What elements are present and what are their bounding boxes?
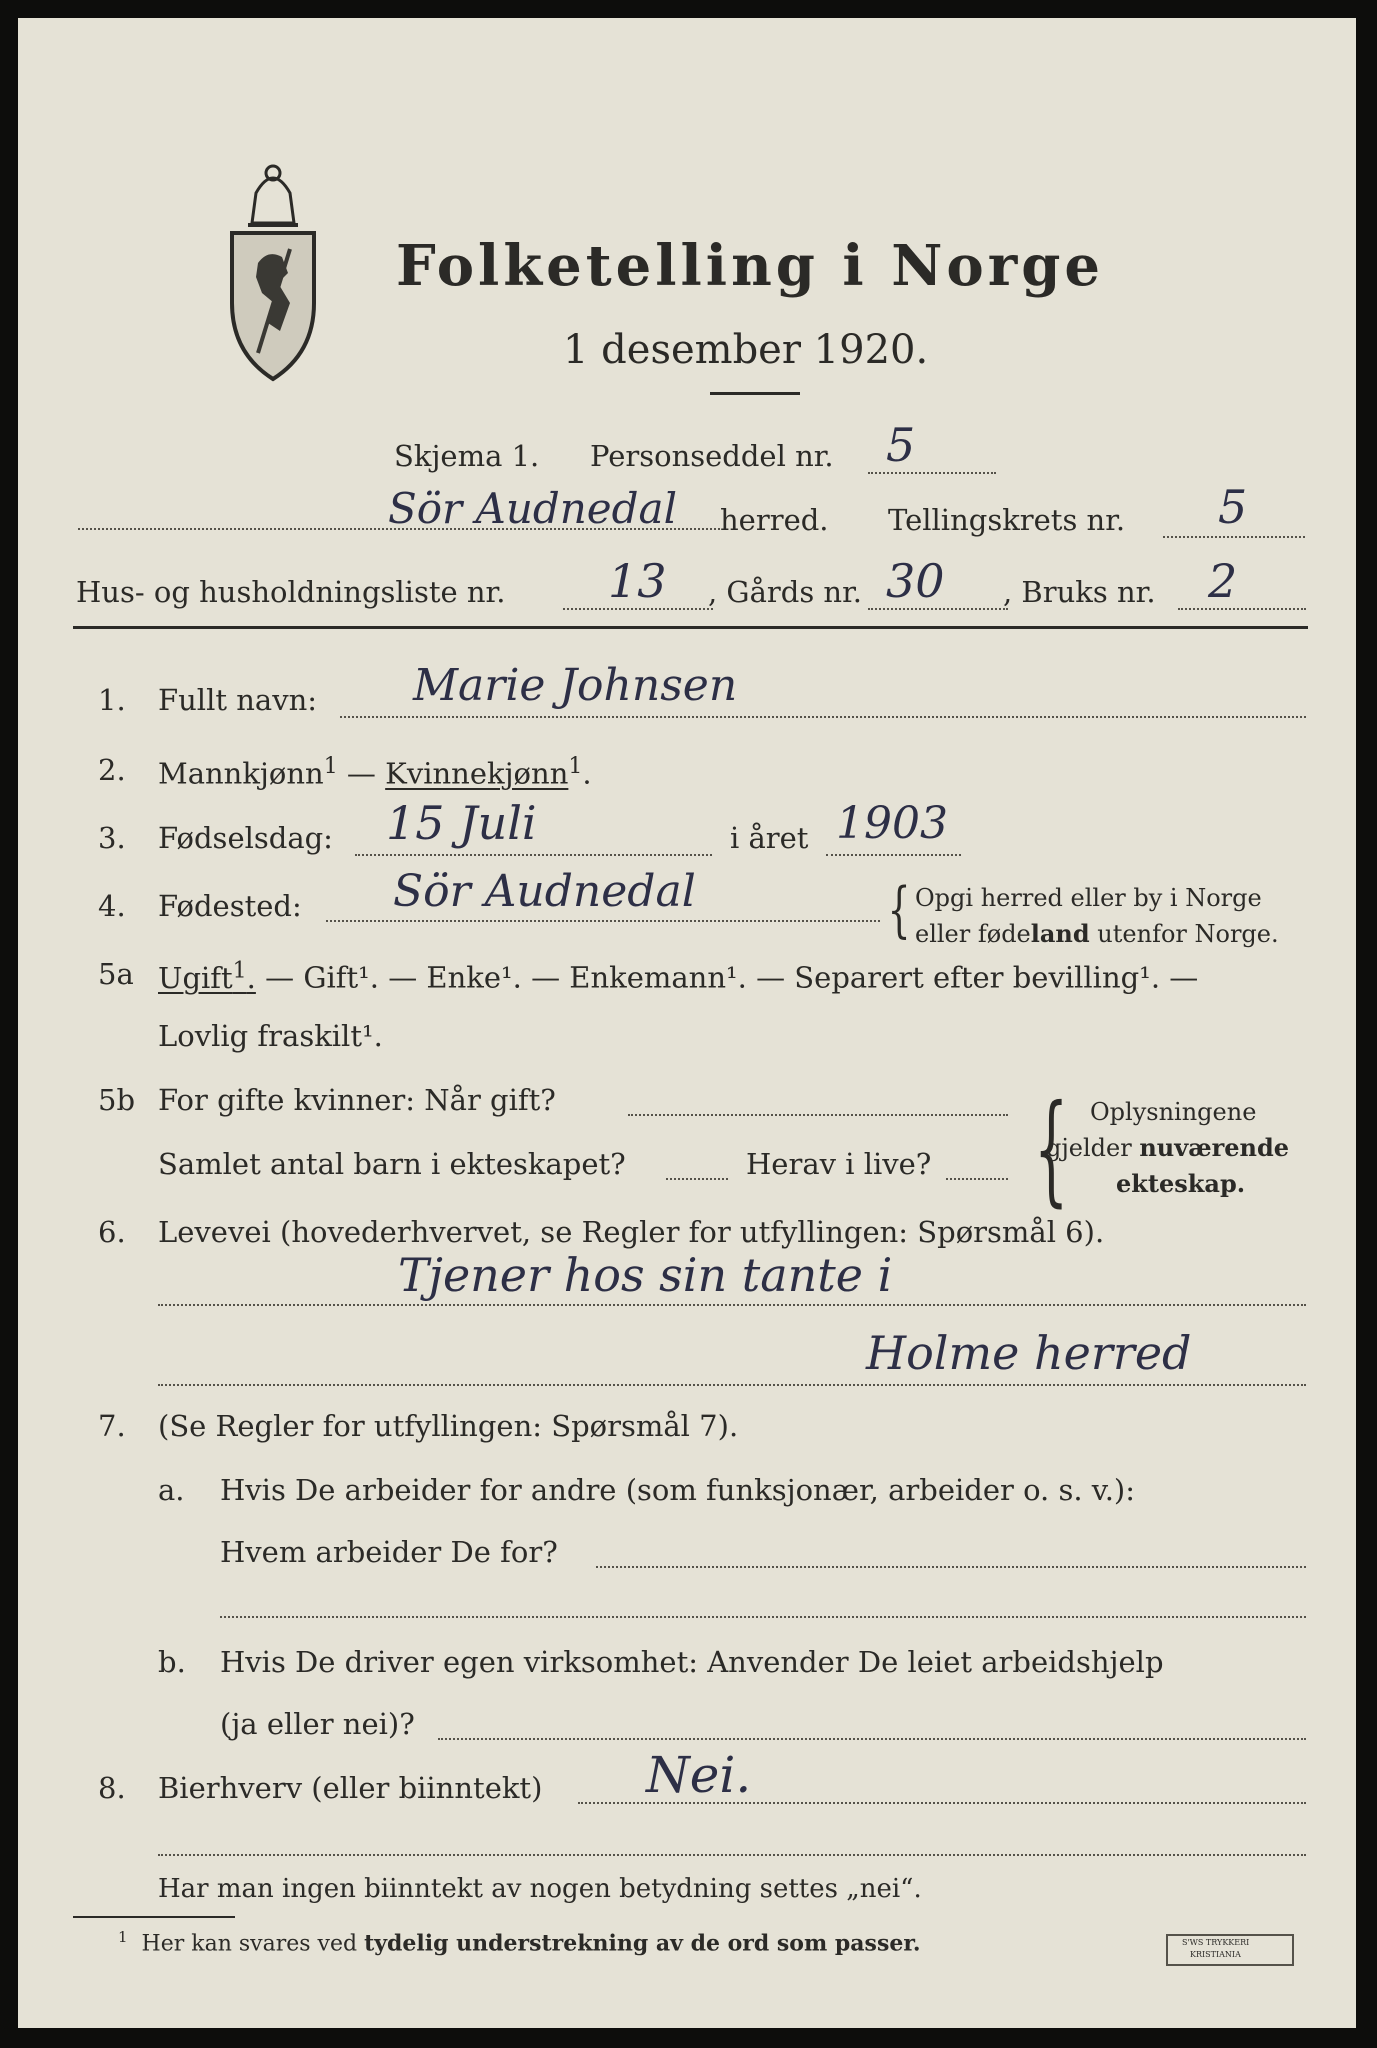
- q4-label: Fødested:: [158, 889, 302, 923]
- title-divider: [710, 392, 800, 395]
- q3-day-value: 15 Juli: [386, 796, 537, 850]
- footnote: $^1$ Her kan svares ved tydelig understrekning av de ord som passer.: [118, 1928, 921, 1957]
- q1-label: Fullt navn:: [158, 683, 318, 717]
- q6-label: Levevei (hovederhvervet, se Regler for utfyllingen: Spørsmål 6).: [158, 1215, 1105, 1249]
- footnote-rule: [73, 1916, 235, 1918]
- q3-year-label: i året: [730, 821, 809, 855]
- q5a-ugift-underlined: Ugift$^1$.: [158, 958, 256, 995]
- personseddel-value: 5: [886, 418, 916, 472]
- q1-line: [340, 716, 1306, 718]
- q4-line: [326, 920, 880, 922]
- q3-year-line: [826, 854, 961, 856]
- q2-male: Mannkjønn: [158, 756, 324, 791]
- q2-sex-options: Mannkjønn$^1$ — Kvinnekjønn$^1$.: [158, 754, 592, 791]
- q6-line1: [158, 1304, 1306, 1306]
- q6-value1: Tjener hos sin tante i: [398, 1248, 893, 1302]
- q4-note-line2: eller fødeland utenfor Norge.: [915, 919, 1279, 948]
- q2-end: .: [582, 756, 592, 791]
- q5b-note1: Oplysningene: [1090, 1098, 1257, 1126]
- q2-sup: 1: [568, 754, 583, 779]
- tellingskrets-line: [1163, 536, 1305, 538]
- q7-number: 7.: [98, 1409, 126, 1443]
- q5b-line1: For gifte kvinner: Når gift?: [158, 1083, 556, 1117]
- q5b-note2: gjelder nuværende: [1046, 1133, 1290, 1162]
- q8-line2: [158, 1854, 1306, 1856]
- q7a-text: Hvis De arbeider for andre (som funksjonær, arbeider o. s. v.):: [220, 1473, 1136, 1507]
- gards-line: [868, 608, 1008, 610]
- skjema-label: Skjema 1.: [394, 439, 540, 473]
- q4-number: 4.: [98, 889, 126, 923]
- census-date: 1 desember 1920.: [563, 327, 929, 373]
- q6-value2: Holme herred: [866, 1326, 1192, 1380]
- q4-brace: {: [887, 875, 911, 945]
- q5b-note3: ekteskap.: [1116, 1169, 1246, 1198]
- q5a-rest: — Gift¹. — Enke¹. — Enkemann¹. — Separert efter bevilling¹. —: [265, 960, 1199, 995]
- q2-dash: —: [337, 756, 386, 791]
- q5b-children-line: [666, 1178, 728, 1180]
- bruks-value: 2: [1208, 554, 1238, 608]
- printer-stamp: S'WS TRYKKERI KRISTIANIA: [1166, 1934, 1294, 1966]
- q7a-letter: a.: [158, 1473, 185, 1507]
- q3-label: Fødselsdag:: [158, 821, 333, 855]
- census-form: [18, 18, 1356, 2028]
- q7b-letter: b.: [158, 1645, 186, 1679]
- q2-number: 2.: [98, 753, 126, 787]
- q3-number: 3.: [98, 821, 126, 855]
- bruks-label: , Bruks nr.: [1003, 575, 1156, 609]
- q7a-sub: Hvem arbeider De for?: [220, 1535, 558, 1569]
- herred-value: Sör Audnedal: [388, 484, 678, 533]
- tellingskrets-label: Tellingskrets nr.: [888, 503, 1126, 537]
- form-title: Folketelling i Norge: [396, 233, 1105, 299]
- q5a-number: 5a: [98, 957, 134, 991]
- personseddel-label: Personseddel nr.: [590, 439, 834, 473]
- q7-label: (Se Regler for utfyllingen: Spørsmål 7).: [158, 1409, 739, 1443]
- q8-label: Bierhverv (eller biinntekt): [158, 1771, 543, 1805]
- q4-value: Sör Audnedal: [393, 866, 696, 917]
- footer-note: Har man ingen biinntekt av nogen betydning settes „nei“.: [158, 1874, 922, 1904]
- q7a-line2: [220, 1616, 1306, 1618]
- q8-number: 8.: [98, 1771, 126, 1805]
- q2-female-underlined: Kvinnekjønn: [385, 756, 569, 791]
- q6-number: 6.: [98, 1215, 126, 1249]
- q5b-brace: {: [1033, 1080, 1069, 1219]
- tellingskrets-value: 5: [1218, 480, 1248, 534]
- gards-value: 30: [886, 554, 945, 608]
- bruks-line: [1178, 608, 1306, 610]
- q7b-line: [438, 1738, 1306, 1740]
- q5b-alive-line: [946, 1178, 1008, 1180]
- q6-line2: [158, 1384, 1306, 1386]
- q5b-married-line: [628, 1114, 1008, 1116]
- norwegian-coat-of-arms-icon: [228, 153, 318, 383]
- q8-value: Nei.: [646, 1746, 752, 1804]
- q1-number: 1.: [98, 683, 126, 717]
- husliste-line: [563, 608, 713, 610]
- q5a-marital-options: [158, 960, 1198, 993]
- husliste-label: Hus- og husholdningsliste nr.: [76, 575, 506, 609]
- q5b-line2b: Herav i live?: [746, 1147, 932, 1181]
- husliste-value: 13: [608, 554, 667, 608]
- q7b-sub: (ja eller nei)?: [220, 1707, 415, 1741]
- q3-day-line: [355, 854, 712, 856]
- header-rule: [73, 626, 1308, 629]
- q4-note-line1: Opgi herred eller by i Norge: [915, 884, 1262, 912]
- q5b-number: 5b: [98, 1083, 136, 1117]
- personseddel-line: [868, 472, 996, 474]
- q5a-line2: Lovlig fraskilt¹.: [158, 1019, 383, 1053]
- herred-label: herred.: [720, 503, 829, 537]
- gards-label: , Gårds nr.: [708, 575, 862, 609]
- q5b-line2a: Samlet antal barn i ekteskapet?: [158, 1147, 626, 1181]
- q7a-line1: [596, 1566, 1306, 1568]
- q7b-text: Hvis De driver egen virksomhet: Anvender De leiet arbeidshjelp: [220, 1645, 1164, 1679]
- footnote-mark: 1: [118, 1928, 128, 1946]
- q1-value: Marie Johnsen: [413, 660, 738, 711]
- q3-year-value: 1903: [836, 798, 948, 849]
